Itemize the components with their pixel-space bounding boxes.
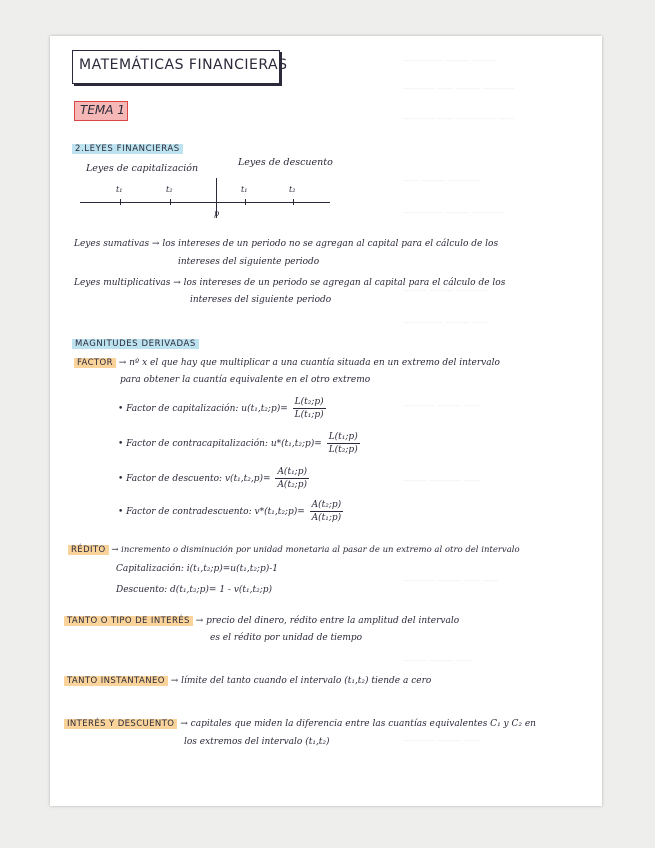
fraction-numerator: A(t₂;p) — [311, 500, 342, 510]
factor-contradesc-label: • Factor de contradescuento: — [118, 507, 252, 517]
tick-label: t₁ — [116, 185, 123, 194]
redito-line1: → incremento o disminución por unidad monetaria al pasar de un extremo al otro del intervalo — [111, 545, 520, 555]
tick-label: t₂ — [166, 185, 173, 194]
factor-contradesc-lhs: v*(t₁,t₂;p)= — [254, 507, 305, 517]
factor-cap-fraction — [293, 396, 326, 421]
factor-contracap-fraction — [327, 431, 360, 456]
factor-contradesc-fraction — [310, 499, 344, 524]
sumativas-line2: intereses del siguiente periodo — [178, 257, 320, 267]
timeline-tick — [170, 199, 171, 205]
factor-cap-lhs: u(t₁,t₂;p)= — [241, 404, 288, 414]
sumativas-line1: los intereses de un periodo no se agregan al capital para el cálculo de los — [162, 239, 499, 249]
multiplicativas-line1: los intereses de un periodo se agregan al capital para el cálculo de los — [183, 278, 506, 288]
term-sumativas: Leyes sumativas → — [74, 239, 160, 249]
factor-contracapitalizacion — [118, 431, 360, 456]
label-capitalizacion: Leyes de capitalización — [86, 163, 199, 174]
factor-desc-fraction — [275, 466, 309, 491]
leyes-multiplicativas — [74, 278, 505, 288]
factor-contracap-label: • Factor de contracapitalización: — [118, 439, 268, 449]
fraction-numerator: A(t₁;p) — [277, 467, 307, 477]
page-title: MATEMÁTICAS FINANCIERAS — [79, 57, 288, 73]
term-instantaneo: TANTO INSTANTANEO — [64, 676, 168, 686]
factor-descuento — [118, 466, 309, 491]
factor-definition — [74, 358, 500, 368]
notebook-page — [50, 36, 602, 806]
fraction-denominator: A(t₂;p) — [277, 480, 307, 490]
fraction-numerator: L(t₁;p) — [328, 432, 358, 442]
interes-line2: los extremos del intervalo (t₁,t₂) — [184, 737, 330, 747]
tema-label: TEMA 1 — [80, 103, 125, 117]
factor-contracap-lhs: u*(t₁,t₂;p)= — [270, 439, 322, 449]
section-heading-derivadas — [72, 331, 199, 350]
factor-cap-label: • Factor de capitalización: — [118, 404, 239, 414]
section-heading-text: 2.LEYES FINANCIERAS — [72, 144, 183, 154]
term-factor: FACTOR — [74, 358, 116, 368]
bleed-through-text: ————— ——— ——— ———— —— ——— ———— ———— —— ————— —— —— ——— ———— ————— ——— ———— ——— ——— ———— ————— ——— —— ———— ——— —— ——— ———— —— ———— ——— —— —— ——— ——— —— ———— ——— —— — [403, 56, 515, 745]
label-descuento: Leyes de descuento — [238, 157, 333, 168]
multiplicativas-line2: intereses del siguiente periodo — [190, 295, 332, 305]
timeline-tick — [293, 199, 294, 205]
factor-desc-label: • Factor de descuento: — [118, 474, 223, 484]
tick-label: t₁ — [241, 185, 248, 194]
factor-desc-lhs: v(t₁,t₂,p)= — [224, 474, 271, 484]
tanto-line2: es el rédito por unidad de tiempo — [210, 633, 363, 643]
factor-contradescuento — [118, 499, 343, 524]
tick-label: t₂ — [289, 185, 296, 194]
tanto-line1: → precio del dinero, rédito entre la amplitud del intervalo — [195, 616, 460, 626]
factor-line1: → nº x el que hay que multiplicar a una cuantía situada en un extremo del intervalo — [118, 358, 500, 368]
instantaneo-definition — [64, 676, 431, 686]
factor-line2: para obtener la cuantía equivalente en el otro extremo — [120, 375, 371, 385]
derivadas-heading-text: MAGNITUDES DERIVADAS — [72, 339, 199, 349]
fraction-denominator: A(t₁;p) — [311, 513, 342, 523]
tanto-definition — [64, 616, 459, 626]
timeline-tick — [245, 199, 246, 205]
instantaneo-line1: → límite del tanto cuando el intervalo (t₁,t₂) tiende a cero — [170, 676, 432, 686]
factor-capitalizacion — [118, 396, 326, 421]
redito-definition — [68, 545, 520, 555]
tick-label-p: p — [214, 209, 220, 218]
redito-capitalizacion: Capitalización: i(t₁,t₂;p)=u(t₁,t₂;p)-1 — [116, 564, 278, 574]
term-tanto: TANTO O TIPO DE INTERÉS — [64, 616, 193, 626]
redito-descuento: Descuento: d(t₁,t₂;p)= 1 - v(t₁,t₂;p) — [116, 585, 273, 595]
term-multiplicativas: Leyes multiplicativas → — [74, 278, 181, 288]
timeline-tick — [120, 199, 121, 205]
fraction-denominator: L(t₂;p) — [328, 445, 358, 455]
page-title-box — [72, 50, 288, 84]
fraction-numerator: L(t₂;p) — [294, 397, 324, 407]
interes-definition — [64, 719, 536, 729]
tema-badge — [74, 101, 128, 121]
term-interes: INTERÉS Y DESCUENTO — [64, 719, 177, 729]
interes-line1: → capitales que miden la diferencia entre las cuantías equivalentes C₁ y C₂ en — [180, 719, 536, 729]
leyes-sumativas — [74, 239, 498, 249]
section-heading-leyes — [72, 136, 183, 155]
term-redito: RÉDITO — [68, 545, 109, 555]
fraction-denominator: L(t₁;p) — [294, 410, 324, 420]
